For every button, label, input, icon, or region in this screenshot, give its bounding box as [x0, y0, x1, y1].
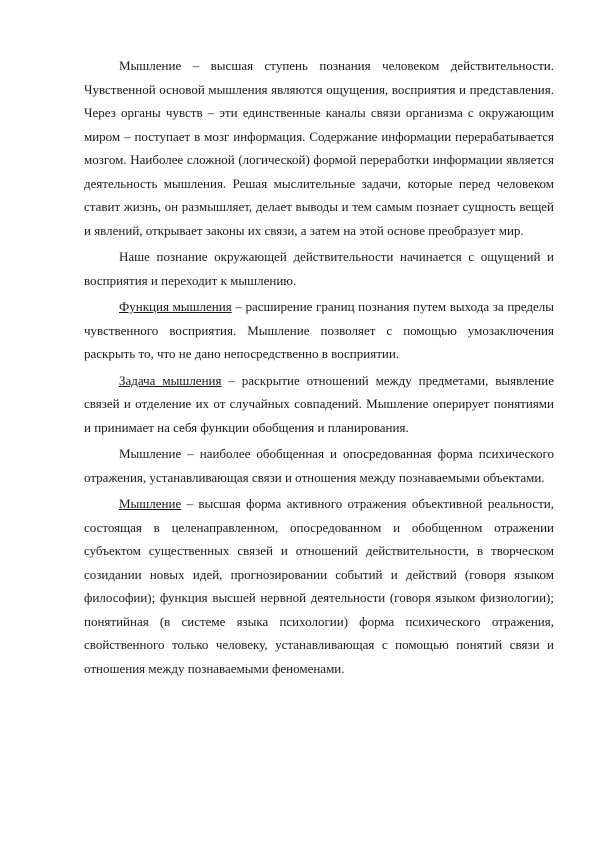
paragraph-text: – расширение границ познания путем выхода за пределы чувственного восприятия. Мышление позволяет с помощью умозаключения раскрыть то, что не дано непосредственно в восприятии.	[84, 299, 554, 361]
paragraph-cognition	[84, 245, 554, 292]
paragraph-text: – раскрытие отношений между предметами, выявление связей и отделение их от случайных совпадений. Мышление оперирует понятиями и принимает на себя функции обобщения и планирования.	[84, 372, 554, 435]
paragraph-highest-form	[84, 492, 554, 680]
paragraph-text: Наше познание окружающей действительности начинается с ощущений и восприятия и переходит к мышлению.	[84, 249, 554, 288]
term-thinking: Мышление	[119, 496, 182, 511]
paragraph-text: Мышление – высшая ступень познания человеком действительности. Чувственной основой мышления являются ощущения, восприятия и представления. Через органы чувств – эти единственные каналы связи организма с окружающим миром – поступает в мозг информация. Содержание информации перерабатывается мозгом. Наиболее сложной (логической) формой переработки информации является деятельность мышления. Решая мыслительные задачи, которые перед человеком ставит жизнь, он размышляет, делает выводы и тем самым познает сущность вещей и явлений, открывает законы их связи, а затем на этой основе преобразует мир.	[84, 58, 554, 238]
paragraph-function	[84, 295, 554, 366]
paragraph-thinking-definition	[84, 54, 554, 242]
paragraph-generalized-form	[84, 442, 554, 489]
term-function-of-thinking: Функция мышления	[119, 299, 232, 314]
term-task-of-thinking: Задача мышления	[119, 372, 222, 388]
document-page	[84, 54, 554, 683]
paragraph-task	[84, 369, 554, 440]
paragraph-text: – высшая форма активного отражения объективной реальности, состоящая в целенаправленном, опосредованном и обобщенном отражении субъектом существенных связей и отношений действительности, в творческом созидании новых идей, прогнозировании событий и действий (говоря языком философии); функция высшей нервной деятельности (говоря языком физиологии); понятийная (в системе языка психологии) форма психического отражения, свойственного только человеку, устанавливающая с помощью понятий связи и отношения между познаваемыми феноменами.	[84, 496, 554, 676]
paragraph-text: Мышление – наиболее обобщенная и опосредованная форма психического отражения, устанавливающая связи и отношения между познаваемыми объектами.	[84, 446, 554, 485]
